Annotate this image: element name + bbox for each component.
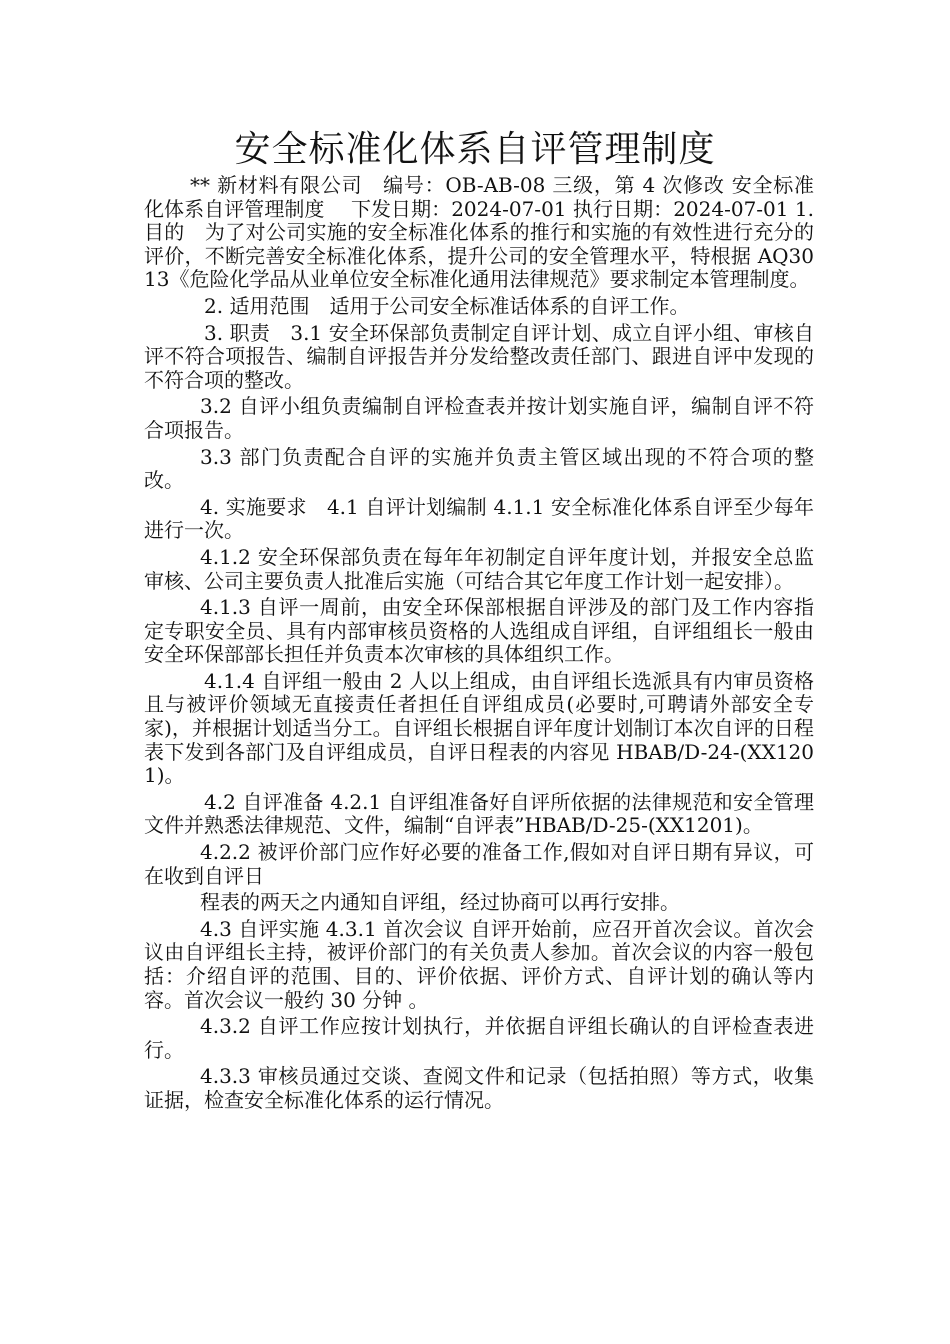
paragraph-header-purpose: ** 新材料有限公司 编号：OB-AB-08 三级，第 4 次修改 安全标准化体系自评管理制度 下发日期：2024-07-01 执行日期：2024-07-01 1. 目的 为了对公司实施的安全标准化体系的推行和实施的有效性进行充分的评价，不断完善安全标准化体系，提升公司的安全管理水平，特根据 AQ3013《危险化学品从业单位安全标准化通用法律规范》要求制定本管理制度。 [144,173,814,292]
paragraph-scope: 2. 适用范围 适用于公司安全标准话体系的自评工作。 [204,293,690,318]
document-title: 安全标准化体系自评管理制度 [234,129,716,170]
paragraph-4-2-2: 4.2.2 被评价部门应作好必要的准备工作,假如对自评日期有异议，可在收到自评日 [144,840,814,888]
paragraph-3-3: 3.3 部门负责配合自评的实施并负责主管区域出现的不符合项的整改。 [144,444,814,493]
document-body [144,174,814,1116]
paragraph-4-2-2-continued: 程表的两天之内通知自评组，经过协商可以再行安排。 [200,890,680,915]
paragraph-4-1-3: 4.1.3 自评一周前，由安全环保部根据自评涉及的部门及工作内容指定专职安全员、具有内部审核员资格的人选组成自评组，自评组组长一般由安全环保部部长担任并负责本次审核的具体组织工作。 [144,595,814,667]
paragraph-4-1-4: 4.1.4 自评组一般由 2 人以上组成，由自评组长选派具有内审员资格且与被评价领域无直接责任者担任自评组成员(必要时,可聘请外部安全专家)，并根据计划适当分工。自评组长根据自评年度计划制订本次自评的日程表下发到各部门及自评组成员，自评日程表的内容见 HBAB/D-24-(XX1201)。 [144,668,814,788]
paragraph-4-3: 4.3 自评实施 4.3.1 首次会议 自评开始前，应召开首次会议。首次会议由自评组长主持，被评价部门的有关负责人参加。首次会议的内容一般包括：介绍自评的范围、目的、评价依据、评价方式、自评计划的确认等内容。首次会议一般约 30 分钟 。 [144,916,814,1012]
paragraph-3-2: 3.2 自评小组负责编制自评检查表并按计划实施自评，编制自评不符合项报告。 [144,394,814,442]
paragraph-4-1-2: 4.1.2 安全环保部负责在每年年初制定自评年度计划，并报安全总监审核、公司主要负责人批准后实施（可结合其它年度工作计划一起安排）。 [144,544,814,593]
paragraph-4-3-3: 4.3.3 审核员通过交谈、查阅文件和记录（包括拍照）等方式，收集证据，检查安全标准化体系的运行情况。 [144,1064,814,1112]
paragraph-4-2: 4.2 自评准备 4.2.1 自评组准备好自评所依据的法律规范和安全管理文件并熟悉法律规范、文件，编制“自评表”HBAB/D-25-(XX1201)。 [144,789,814,838]
paragraph-responsibilities: 3. 职责 3.1 安全环保部负责制定自评计划、成立自评小组、审核自评不符合项报告、编制自评报告并分发给整改责任部门、跟进自评中发现的不符合项的整改。 [144,320,814,392]
paragraph-4-3-2: 4.3.2 自评工作应按计划执行，并依据自评组长确认的自评检查表进行。 [144,1014,814,1062]
paragraph-4-1: 4. 实施要求 4.1 自评计划编制 4.1.1 安全标准化体系自评至少每年进行一次。 [144,494,814,543]
